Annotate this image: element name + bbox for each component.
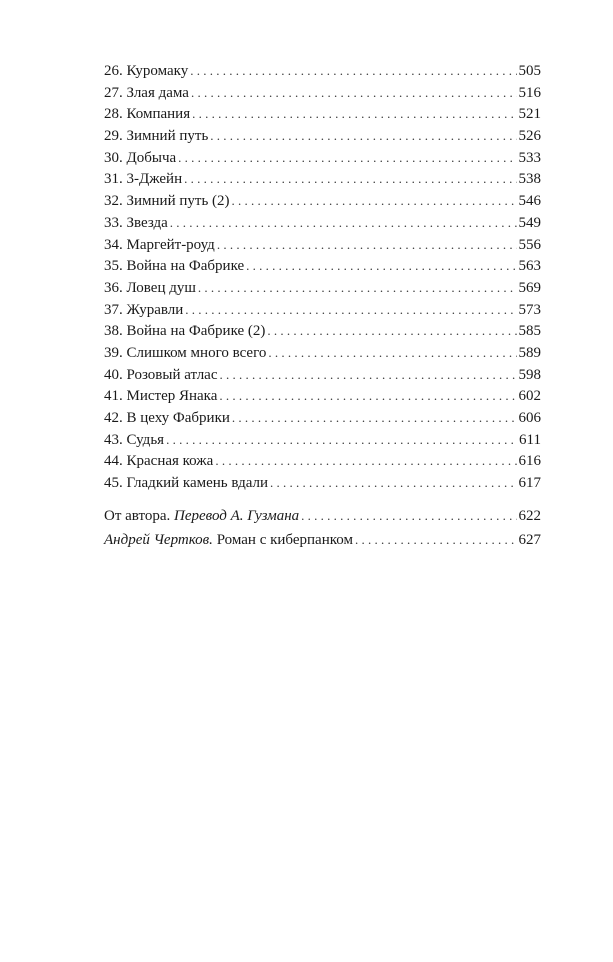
toc-entry-title [104, 528, 353, 552]
toc-row-essay [104, 528, 541, 552]
chapter-title: 34. Маргейт-роуд [104, 236, 215, 253]
page-number: 546 [518, 193, 541, 210]
dot-leader [191, 82, 517, 104]
chapter-title: 29. Зимний путь [104, 128, 209, 145]
chapter-title: 42. В цеху Фабрики [104, 410, 230, 426]
dot-leader [170, 212, 517, 234]
page-number: 589 [518, 344, 541, 361]
dot-leader [246, 255, 516, 277]
toc-row [104, 320, 541, 342]
chapter-title: 26. Куромаку [104, 63, 189, 79]
dot-leader [270, 472, 516, 494]
page-number: 533 [518, 149, 541, 166]
page-number: 611 [519, 431, 541, 448]
page-number: 585 [518, 323, 541, 340]
toc-row [104, 364, 541, 386]
chapter-title: 27. Злая дама [104, 84, 189, 101]
dot-leader [166, 429, 517, 451]
page-number: 521 [518, 106, 541, 123]
toc-row [104, 450, 541, 472]
toc-row-afterword [104, 504, 541, 528]
page-number: 573 [518, 301, 541, 318]
page-number: 556 [518, 236, 541, 253]
section-gap [104, 494, 541, 504]
page-number: 598 [518, 366, 541, 383]
toc-row [104, 342, 541, 364]
dot-leader [192, 103, 516, 125]
dot-leader [267, 320, 516, 342]
toc-entry-title [104, 504, 299, 528]
dot-leader [178, 147, 516, 169]
toc-row [104, 299, 541, 321]
page-number: 602 [518, 388, 541, 405]
dot-leader [219, 385, 516, 407]
chapter-title: 31. 3-Джейн [104, 171, 183, 188]
toc-row [104, 472, 541, 494]
toc-row [104, 385, 541, 407]
dot-leader [355, 528, 517, 552]
afterword-translator: Перевод А. Гузмана [174, 507, 300, 524]
chapter-title: 37. Журавли [104, 301, 184, 318]
page-number: 563 [518, 258, 541, 275]
chapter-title: 41. Мистер Янака [104, 388, 218, 405]
dot-leader [190, 60, 516, 82]
chapter-title: 32. Зимний путь (2) [104, 193, 230, 210]
table-of-contents [104, 60, 541, 552]
chapter-title: 40. Розовый атлас [104, 366, 218, 383]
toc-row [104, 125, 541, 147]
dot-leader [184, 168, 516, 190]
dot-leader [217, 234, 517, 256]
chapter-title: 43. Судья [104, 431, 165, 448]
chapter-title: 38. Война на Фабрике (2) [104, 323, 266, 340]
chapter-title: 36. Ловец душ [104, 279, 196, 296]
toc-row [104, 277, 541, 299]
chapter-title: 33. Звезда [104, 214, 168, 231]
toc-row [104, 234, 541, 256]
page-number: 617 [518, 475, 541, 492]
chapter-title: 28. Компания [104, 106, 191, 123]
dot-leader [210, 125, 516, 147]
page-number: 606 [518, 410, 541, 426]
page-number: 569 [518, 279, 541, 296]
chapter-title: 44. Красная кожа [104, 453, 214, 470]
page-number: 516 [518, 84, 541, 101]
dot-leader [185, 299, 516, 321]
page-number: 622 [518, 507, 541, 524]
toc-row [104, 407, 541, 429]
toc-row [104, 60, 541, 82]
toc-row [104, 103, 541, 125]
toc-row [104, 147, 541, 169]
toc-row [104, 212, 541, 234]
toc-row [104, 429, 541, 451]
page-number: 526 [518, 128, 541, 145]
chapter-title: 35. Война на Фабрике [104, 258, 245, 275]
toc-row [104, 190, 541, 212]
dot-leader [198, 277, 517, 299]
page-number: 538 [518, 171, 541, 188]
chapter-title: 30. Добыча [104, 149, 177, 166]
toc-row [104, 82, 541, 104]
chapter-list [104, 60, 541, 494]
dot-leader [301, 504, 516, 528]
page-number: 616 [518, 453, 541, 470]
dot-leader [232, 190, 517, 212]
chapter-title: 45. Гладкий камень вдали [104, 475, 269, 492]
essay-author: Андрей Чертков. [104, 531, 213, 548]
afterword-title: От автора. [104, 507, 171, 524]
toc-row [104, 255, 541, 277]
page-number: 627 [518, 531, 541, 548]
dot-leader [232, 407, 517, 429]
dot-leader [220, 364, 517, 386]
dot-leader [215, 450, 516, 472]
essay-title: Роман с киберпанком [216, 531, 353, 548]
page-number: 549 [518, 214, 541, 231]
chapter-title: 39. Слишком много всего [104, 344, 267, 361]
toc-row [104, 168, 541, 190]
page-number: 505 [518, 63, 541, 79]
dot-leader [268, 342, 516, 364]
